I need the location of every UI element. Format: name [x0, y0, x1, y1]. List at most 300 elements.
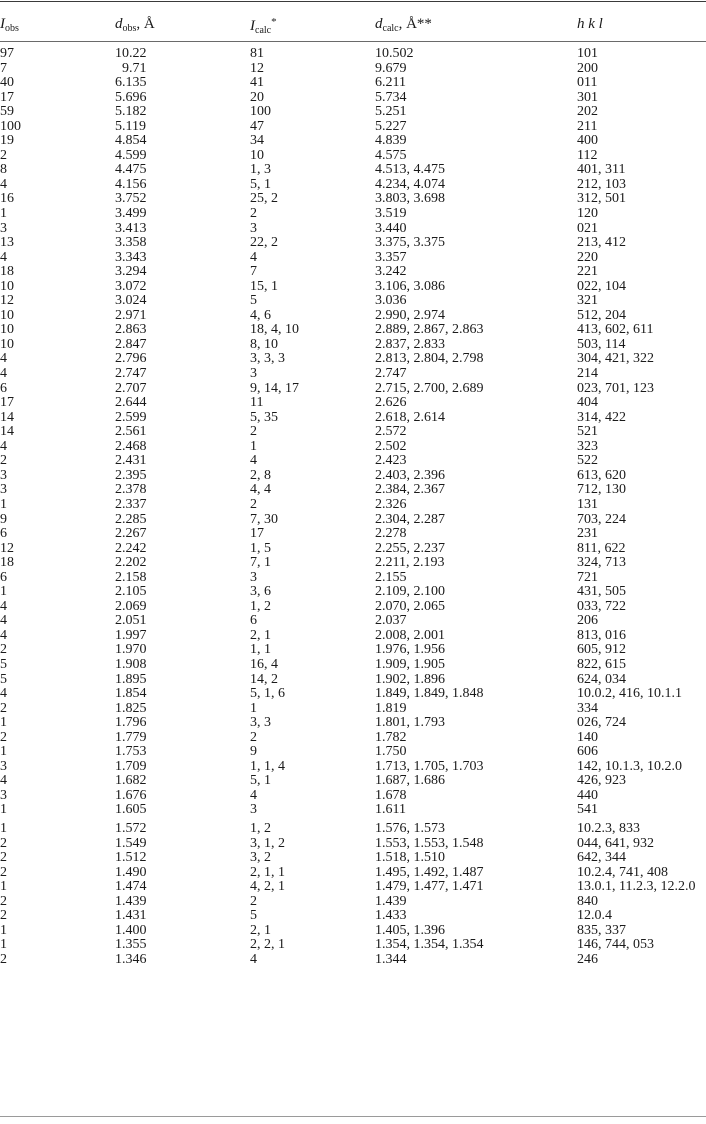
table-row [0, 265, 706, 280]
header-subscript: calc [255, 25, 272, 36]
i-calc-cell: 3 [250, 366, 257, 382]
header-i-obs [0, 16, 19, 34]
hkl-cell: 214 [577, 366, 598, 382]
d-calc-cell: 1.354, 1.354, 1.354 [375, 937, 484, 953]
i-calc-cell: 10 [250, 147, 264, 163]
i-calc-cell: 3 [250, 220, 257, 236]
d-obs-cell: 2.431 [115, 453, 147, 469]
d-calc-cell: 1.344 [375, 951, 407, 967]
table-row [0, 91, 706, 106]
d-calc-cell: 2.211, 2.193 [375, 555, 445, 571]
i-calc-cell: 3, 3 [250, 715, 271, 731]
hkl-cell: 112 [577, 147, 598, 163]
i-calc-cell: 2 [250, 424, 257, 440]
i-obs-cell: 1 [0, 802, 7, 818]
i-calc-cell: 7, 1 [250, 555, 271, 571]
i-obs-cell: 4 [0, 627, 7, 643]
d-obs-cell: 2.395 [115, 467, 147, 483]
i-obs-cell: 1 [0, 922, 7, 938]
table-row [0, 643, 706, 658]
i-obs-cell: 3 [0, 787, 7, 803]
d-calc-cell: 1.849, 1.849, 1.848 [375, 686, 484, 702]
hkl-cell: 613, 620 [577, 467, 626, 483]
table-row [0, 47, 706, 62]
d-obs-cell: 1.400 [115, 922, 147, 938]
d-obs-cell: 1.753 [115, 744, 147, 760]
i-calc-cell: 4 [250, 453, 257, 469]
d-calc-cell: 1.801, 1.793 [375, 715, 445, 731]
i-obs-cell: 1 [0, 584, 7, 600]
hkl-cell: 211 [577, 118, 598, 134]
i-calc-cell: 7, 30 [250, 511, 278, 527]
i-calc-cell: 2, 8 [250, 467, 271, 483]
d-obs-cell: 4.599 [115, 147, 147, 163]
i-calc-cell: 41 [250, 75, 264, 91]
i-calc-cell: 100 [250, 104, 271, 120]
i-calc-cell: 2, 1 [250, 627, 271, 643]
hkl-cell: 213, 412 [577, 235, 626, 251]
hkl-cell: 413, 602, 611 [577, 322, 654, 338]
d-obs-cell: 1.895 [115, 671, 147, 687]
i-obs-cell: 2 [0, 642, 7, 658]
i-obs-cell: 5 [0, 671, 7, 687]
table-row [0, 938, 706, 953]
i-obs-cell: 4 [0, 249, 7, 265]
d-obs-cell: 1.854 [115, 686, 147, 702]
i-obs-cell: 2 [0, 908, 7, 924]
hkl-cell: 10.2.3, 833 [577, 820, 640, 836]
d-calc-cell: 1.553, 1.553, 1.548 [375, 835, 484, 851]
hkl-cell: 202 [577, 104, 598, 120]
d-obs-cell: 1.908 [115, 656, 147, 672]
hkl-cell: 231 [577, 526, 598, 542]
d-obs-cell: 2.337 [115, 496, 147, 512]
i-obs-cell: 14 [0, 409, 14, 425]
header-subscript: calc [382, 23, 399, 34]
i-obs-cell: 1 [0, 879, 7, 895]
d-obs-cell: 1.970 [115, 642, 147, 658]
d-calc-cell: 10.502 [375, 46, 414, 61]
d-obs-cell: 1.439 [115, 893, 147, 909]
i-obs-cell: 8 [0, 162, 7, 178]
d-obs-cell: 1.346 [115, 951, 147, 967]
table-row [0, 702, 706, 717]
i-obs-cell: 97 [0, 46, 14, 61]
d-calc-cell: 4.234, 4.074 [375, 176, 445, 192]
i-obs-cell: 2 [0, 700, 7, 716]
i-calc-cell: 5, 35 [250, 409, 278, 425]
i-obs-cell: 12 [0, 540, 14, 556]
table-row [0, 760, 706, 775]
hkl-cell: 541 [577, 802, 598, 818]
d-calc-cell: 1.518, 1.510 [375, 850, 445, 866]
d-calc-cell: 2.037 [375, 613, 407, 629]
i-obs-cell: 1 [0, 820, 7, 836]
table-row [0, 687, 706, 702]
table-row [0, 134, 706, 149]
header-unit: , Å** [398, 16, 432, 32]
d-obs-cell: 2.051 [115, 613, 147, 629]
table-row [0, 222, 706, 237]
hkl-cell: 426, 923 [577, 773, 626, 789]
hkl-cell: 811, 622 [577, 540, 626, 556]
table-row [0, 454, 706, 469]
i-obs-cell: 4 [0, 773, 7, 789]
hkl-cell: 021 [577, 220, 598, 236]
table-row [0, 774, 706, 789]
i-obs-cell: 2 [0, 893, 7, 909]
d-calc-cell: 2.278 [375, 526, 407, 542]
d-obs-cell: 5.119 [115, 118, 146, 134]
header-symbol: I [0, 16, 5, 32]
i-calc-cell: 3, 2 [250, 850, 271, 866]
d-calc-cell: 5.227 [375, 118, 407, 134]
hkl-cell: 120 [577, 206, 598, 222]
d-obs-cell: 2.847 [115, 336, 147, 352]
hkl-cell: 101 [577, 46, 598, 61]
hkl-cell: 503, 114 [577, 336, 626, 352]
d-obs-cell: 2.267 [115, 526, 147, 542]
table-row [0, 382, 706, 397]
d-obs-cell: 3.024 [115, 293, 147, 309]
hkl-cell: 12.0.4 [577, 908, 612, 924]
d-obs-cell: 2.468 [115, 438, 147, 454]
i-calc-cell: 17 [250, 526, 264, 542]
hkl-cell: 431, 505 [577, 584, 626, 600]
table-row [0, 880, 706, 895]
hkl-cell: 721 [577, 569, 598, 585]
table-row [0, 163, 706, 178]
hkl-cell: 642, 344 [577, 850, 626, 866]
d-calc-cell: 1.439 [375, 893, 407, 909]
i-obs-cell: 4 [0, 598, 7, 614]
i-calc-cell: 5, 1 [250, 176, 271, 192]
d-calc-cell: 2.109, 2.100 [375, 584, 445, 600]
d-calc-cell: 1.687, 1.686 [375, 773, 445, 789]
hkl-cell: 404 [577, 395, 598, 411]
table-row [0, 498, 706, 513]
hkl-cell: 440 [577, 787, 598, 803]
table-row [0, 571, 706, 586]
i-obs-cell: 59 [0, 104, 14, 120]
hkl-cell: 246 [577, 951, 598, 967]
d-calc-cell: 3.036 [375, 293, 407, 309]
i-calc-cell: 81 [250, 46, 264, 61]
table-row [0, 866, 706, 881]
i-calc-cell: 1 [250, 700, 257, 716]
table-row [0, 396, 706, 411]
d-calc-cell: 2.837, 2.833 [375, 336, 445, 352]
i-obs-cell: 18 [0, 264, 14, 280]
d-calc-cell: 4.575 [375, 147, 407, 163]
table-row [0, 207, 706, 222]
table-row [0, 585, 706, 600]
hkl-cell: 304, 421, 322 [577, 351, 654, 367]
hkl-cell: 220 [577, 249, 598, 265]
i-obs-cell: 3 [0, 467, 7, 483]
hkl-cell: 10.0.2, 416, 10.1.1 [577, 686, 682, 702]
header-i-calc [250, 16, 277, 36]
d-calc-cell: 2.626 [375, 395, 407, 411]
i-calc-cell: 3, 1, 2 [250, 835, 285, 851]
i-calc-cell: 2 [250, 893, 257, 909]
i-obs-cell: 12 [0, 293, 14, 309]
i-calc-cell: 16, 4 [250, 656, 278, 672]
d-obs-cell: 3.413 [115, 220, 147, 236]
header-symbol: h k l [577, 16, 603, 32]
i-obs-cell: 7 [0, 60, 7, 76]
header-symbol: I [250, 18, 255, 34]
i-obs-cell: 10 [0, 278, 14, 294]
i-calc-cell: 4, 2, 1 [250, 879, 285, 895]
d-calc-cell: 2.403, 2.396 [375, 467, 445, 483]
i-obs-cell: 4 [0, 176, 7, 192]
d-calc-cell: 1.576, 1.573 [375, 820, 445, 836]
i-obs-cell: 17 [0, 89, 14, 105]
d-obs-cell: 1.825 [115, 700, 147, 716]
hkl-cell: 400 [577, 133, 598, 149]
table-row [0, 909, 706, 924]
i-obs-cell: 4 [0, 686, 7, 702]
hkl-cell: 521 [577, 424, 598, 440]
i-obs-cell: 19 [0, 133, 14, 149]
d-calc-cell: 1.713, 1.705, 1.703 [375, 758, 484, 774]
table-row [0, 280, 706, 295]
d-calc-cell: 5.251 [375, 104, 407, 120]
i-obs-cell: 2 [0, 864, 7, 880]
d-obs-cell: 2.707 [115, 380, 147, 396]
hkl-cell: 835, 337 [577, 922, 626, 938]
d-calc-cell: 5.734 [375, 89, 407, 105]
d-calc-cell: 2.008, 2.001 [375, 627, 445, 643]
header-unit: , Å [136, 16, 155, 32]
i-obs-cell: 1 [0, 206, 7, 222]
table-row [0, 352, 706, 367]
table-row [0, 658, 706, 673]
d-obs-cell: 3.072 [115, 278, 147, 294]
d-obs-cell: 2.105 [115, 584, 147, 600]
table-row [0, 837, 706, 852]
i-obs-cell: 4 [0, 351, 7, 367]
table-row [0, 338, 706, 353]
header-rule [0, 41, 706, 42]
table-bottom-rule [0, 1116, 706, 1117]
d-calc-cell: 2.423 [375, 453, 407, 469]
hkl-cell: 712, 130 [577, 482, 626, 498]
table-row [0, 803, 706, 818]
table-row [0, 178, 706, 193]
i-obs-cell: 2 [0, 453, 7, 469]
hkl-cell: 206 [577, 613, 598, 629]
d-calc-cell: 2.326 [375, 496, 407, 512]
d-calc-cell: 1.495, 1.492, 1.487 [375, 864, 484, 880]
i-obs-cell: 40 [0, 75, 14, 91]
hkl-cell: 522 [577, 453, 598, 469]
table-row [0, 323, 706, 338]
header-subscript: obs [122, 23, 137, 34]
hkl-cell: 314, 422 [577, 409, 626, 425]
i-calc-cell: 3 [250, 569, 257, 585]
d-calc-cell: 3.106, 3.086 [375, 278, 445, 294]
i-calc-cell: 1, 1, 4 [250, 758, 285, 774]
table-row [0, 527, 706, 542]
d-calc-cell: 9.679 [375, 60, 407, 76]
d-obs-cell: 1.431 [115, 908, 147, 924]
table-row [0, 953, 706, 968]
d-obs-cell: 4.854 [115, 133, 147, 149]
d-obs-cell: 2.644 [115, 395, 147, 411]
i-calc-cell: 34 [250, 133, 264, 149]
hkl-cell: 703, 224 [577, 511, 626, 527]
d-obs-cell: 2.069 [115, 598, 147, 614]
d-calc-cell: 3.357 [375, 249, 407, 265]
table-row [0, 614, 706, 629]
i-obs-cell: 10 [0, 322, 14, 338]
header-d-obs [115, 16, 155, 34]
header-hkl [577, 16, 603, 33]
i-calc-cell: 2, 2, 1 [250, 937, 285, 953]
table-row [0, 629, 706, 644]
d-calc-cell: 2.155 [375, 569, 407, 585]
d-obs-cell: 1.676 [115, 787, 147, 803]
i-obs-cell: 6 [0, 569, 7, 585]
hkl-cell: 334 [577, 700, 598, 716]
i-obs-cell: 1 [0, 715, 7, 731]
i-obs-cell: 1 [0, 937, 7, 953]
d-calc-cell: 2.990, 2.974 [375, 307, 445, 323]
i-calc-cell: 1, 2 [250, 598, 271, 614]
d-obs-cell: 2.158 [115, 569, 147, 585]
d-obs-cell: 2.202 [115, 555, 147, 571]
table-row [0, 440, 706, 455]
i-calc-cell: 4, 6 [250, 307, 271, 323]
d-calc-cell: 3.242 [375, 264, 407, 280]
hkl-cell: 822, 615 [577, 656, 626, 672]
d-obs-cell: 1.490 [115, 864, 147, 880]
hkl-cell: 401, 311 [577, 162, 626, 178]
hkl-cell: 813, 016 [577, 627, 626, 643]
i-obs-cell: 6 [0, 526, 7, 542]
table-row [0, 851, 706, 866]
i-calc-cell: 4, 4 [250, 482, 271, 498]
d-obs-cell: 2.285 [115, 511, 147, 527]
hkl-cell: 142, 10.1.3, 10.2.0 [577, 758, 682, 774]
hkl-cell: 146, 744, 053 [577, 937, 654, 953]
i-calc-cell: 4 [250, 951, 257, 967]
table-row [0, 556, 706, 571]
d-obs-cell: 2.747 [115, 366, 147, 382]
table-row [0, 309, 706, 324]
i-obs-cell: 2 [0, 835, 7, 851]
d-obs-cell: 3.499 [115, 206, 147, 222]
d-obs-cell: 3.294 [115, 264, 147, 280]
d-obs-cell: 2.561 [115, 424, 147, 440]
table-row [0, 411, 706, 426]
d-calc-cell: 1.976, 1.956 [375, 642, 445, 658]
d-calc-cell: 1.782 [375, 729, 407, 745]
i-calc-cell: 7 [250, 264, 257, 280]
hkl-cell: 033, 722 [577, 598, 626, 614]
hkl-cell: 022, 104 [577, 278, 626, 294]
d-calc-cell: 2.502 [375, 438, 407, 454]
hkl-cell: 312, 501 [577, 191, 626, 207]
i-calc-cell: 12 [250, 60, 264, 76]
table-body [0, 47, 706, 967]
d-obs-cell: 5.182 [115, 104, 147, 120]
i-obs-cell: 1 [0, 496, 7, 512]
i-calc-cell: 25, 2 [250, 191, 278, 207]
table-row [0, 924, 706, 939]
table-row [0, 716, 706, 731]
d-calc-cell: 1.819 [375, 700, 407, 716]
i-obs-cell: 3 [0, 482, 7, 498]
table-row [0, 192, 706, 207]
header-subscript: obs [5, 23, 19, 34]
i-calc-cell: 1, 1 [250, 642, 271, 658]
d-obs-cell: 3.358 [115, 235, 147, 251]
i-obs-cell: 2 [0, 850, 7, 866]
i-calc-cell: 14, 2 [250, 671, 278, 687]
i-obs-cell: 4 [0, 366, 7, 382]
d-calc-cell: 4.839 [375, 133, 407, 149]
d-calc-cell: 2.384, 2.367 [375, 482, 445, 498]
table-row [0, 62, 706, 77]
i-calc-cell: 22, 2 [250, 235, 278, 251]
d-calc-cell: 2.255, 2.237 [375, 540, 445, 556]
i-obs-cell: 9 [0, 511, 7, 527]
i-calc-cell: 2, 1 [250, 922, 271, 938]
hkl-cell: 840 [577, 893, 598, 909]
i-obs-cell: 4 [0, 438, 7, 454]
hkl-cell: 023, 701, 123 [577, 380, 654, 396]
d-obs-cell: 3.343 [115, 249, 147, 265]
d-calc-cell: 1.611 [375, 802, 406, 818]
i-obs-cell: 5 [0, 656, 7, 672]
d-calc-cell: 1.678 [375, 787, 407, 803]
i-calc-cell: 5 [250, 293, 257, 309]
d-obs-cell: 1.549 [115, 835, 147, 851]
d-obs-cell: 1.997 [115, 627, 147, 643]
d-obs-cell: 2.242 [115, 540, 147, 556]
d-calc-cell: 2.304, 2.287 [375, 511, 445, 527]
i-obs-cell: 3 [0, 220, 7, 236]
d-calc-cell: 3.803, 3.698 [375, 191, 445, 207]
i-calc-cell: 2 [250, 206, 257, 222]
d-obs-cell: 1.572 [115, 820, 147, 836]
d-obs-cell: 1.355 [115, 937, 147, 953]
hkl-cell: 221 [577, 264, 598, 280]
hkl-cell: 323 [577, 438, 598, 454]
d-obs-cell: 10.22 [115, 46, 147, 61]
d-obs-cell: 1.474 [115, 879, 147, 895]
d-calc-cell: 2.618, 2.614 [375, 409, 445, 425]
d-obs-cell: 3.752 [115, 191, 147, 207]
i-obs-cell: 3 [0, 758, 7, 774]
d-obs-cell: 4.475 [115, 162, 147, 178]
i-calc-cell: 2 [250, 729, 257, 745]
d-calc-cell: 2.747 [375, 366, 407, 382]
d-obs-cell: 4.156 [115, 176, 147, 192]
i-obs-cell: 17 [0, 395, 14, 411]
table-row [0, 731, 706, 746]
d-calc-cell: 3.375, 3.375 [375, 235, 445, 251]
d-calc-cell: 1.909, 1.905 [375, 656, 445, 672]
d-calc-cell: 3.519 [375, 206, 407, 222]
d-calc-cell: 1.405, 1.396 [375, 922, 445, 938]
d-obs-cell: 1.779 [115, 729, 147, 745]
d-calc-cell: 2.572 [375, 424, 407, 440]
d-obs-cell: 1.682 [115, 773, 147, 789]
